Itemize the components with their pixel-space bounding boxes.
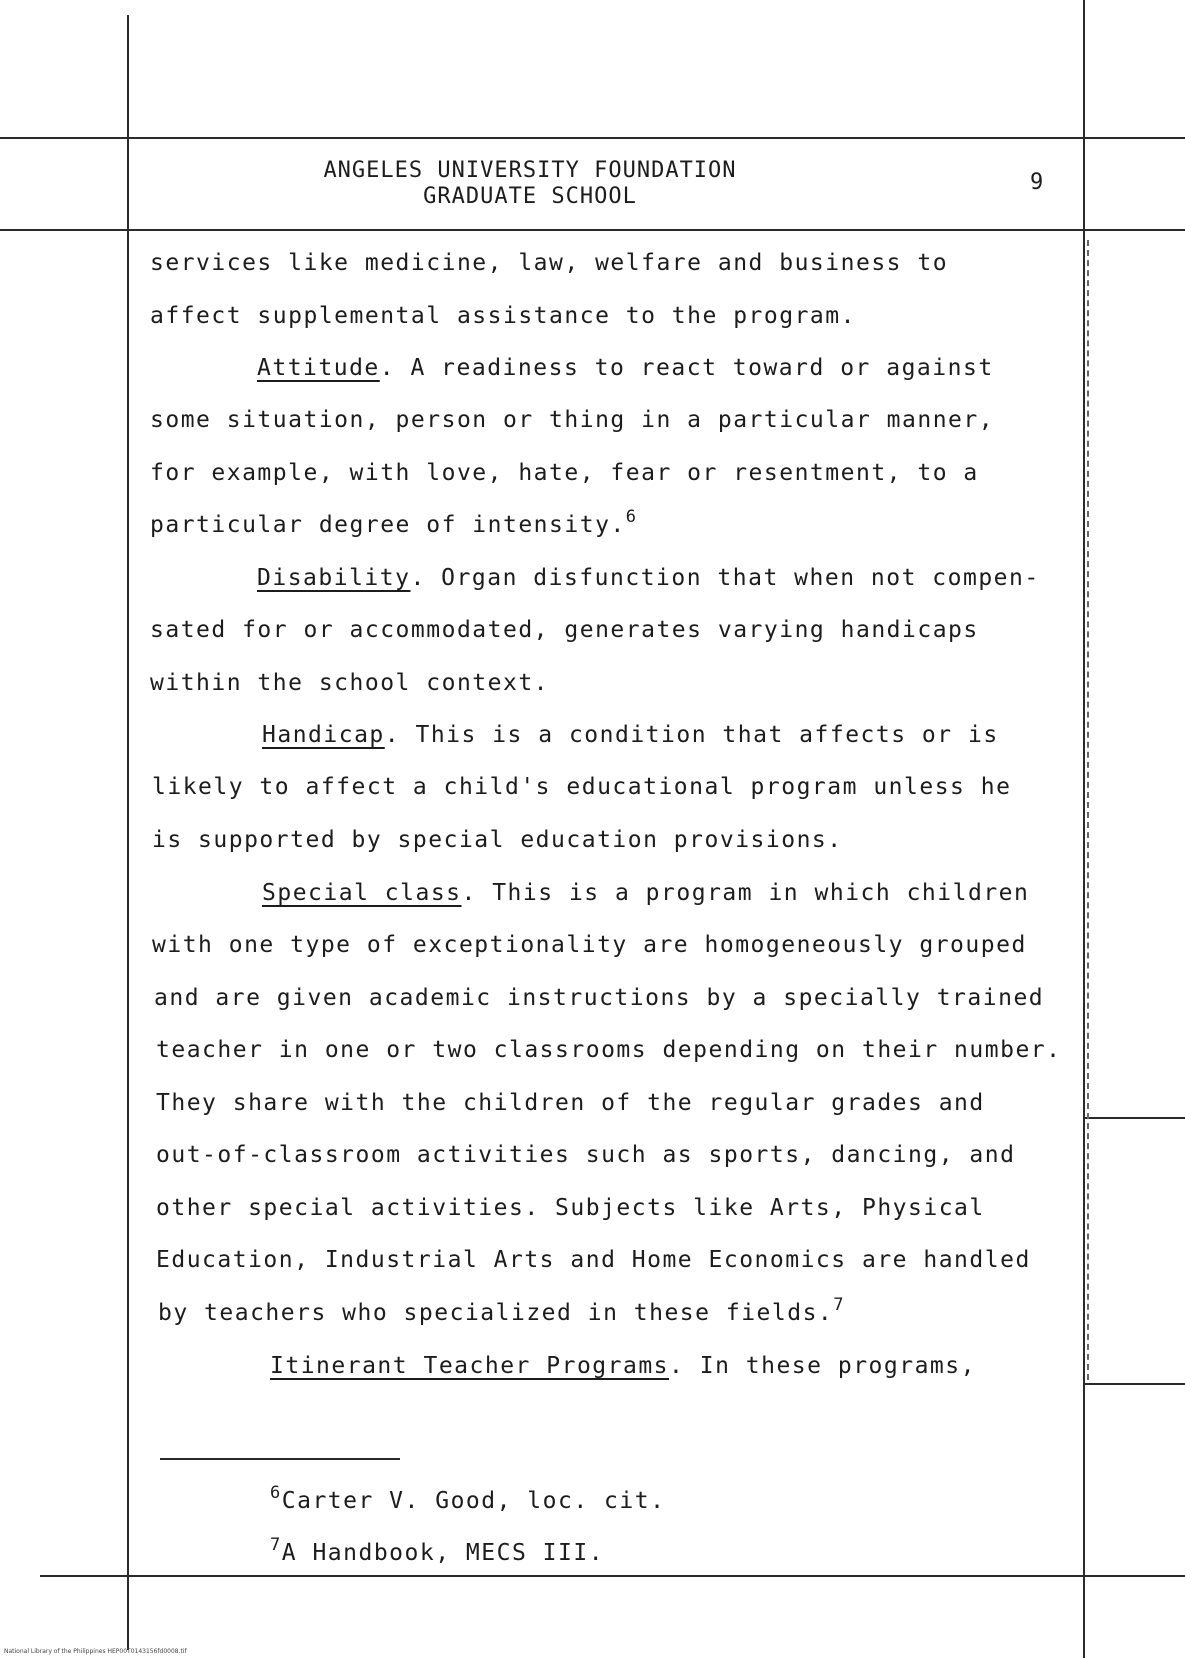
body-line: . In these programs, <box>669 1353 976 1379</box>
footnote-separator <box>160 1458 400 1460</box>
body-line: for example, with love, hate, fear or resentment, to a <box>150 460 979 486</box>
definition-attitude <box>257 355 994 381</box>
institution-name: ANGELES UNIVERSITY FOUNDATION <box>323 158 737 183</box>
bottom-rule <box>40 1575 1185 1577</box>
right-tick-2 <box>1085 1383 1185 1385</box>
body-line-with-footnote <box>150 507 638 538</box>
body-line: with one type of exceptionality are homogeneously grouped <box>152 932 1027 958</box>
body-line: . This is a condition that affects or is <box>384 722 999 748</box>
term-special-class: Special class <box>262 880 462 906</box>
body-line: within the school context. <box>150 670 550 696</box>
body-line: Education, Industrial Arts and Home Economics are handled <box>156 1247 1031 1273</box>
body-line: by teachers who specialized in these fields. <box>158 1300 834 1326</box>
body-line: sated for or accommodated, generates varying handicaps <box>150 617 979 643</box>
body-line: out-of-classroom activities such as sports, dancing, and <box>156 1142 1016 1168</box>
left-margin-rule <box>127 15 129 1650</box>
footnote-marker-7: 7 <box>833 1295 846 1315</box>
body-line: affect supplemental assistance to the program. <box>150 303 856 329</box>
footnote-number: 7 <box>270 1535 282 1555</box>
body-line: services like medicine, law, welfare and business to <box>150 250 949 276</box>
body-line: . A readiness to react toward or against <box>379 355 994 381</box>
body-line: They share with the children of the regular grades and <box>156 1090 985 1116</box>
footnote-text: Carter V. Good, loc. cit. <box>281 1488 666 1514</box>
header-top-rule <box>0 137 1185 139</box>
body-line: teacher in one or two classrooms depending on their number. <box>156 1037 1062 1063</box>
term-handicap: Handicap <box>262 722 385 748</box>
body-line: some situation, person or thing in a particular manner, <box>150 407 995 433</box>
body-line: . Organ disfunction that when not compen- <box>410 565 1040 591</box>
definition-itinerant <box>270 1353 976 1379</box>
definition-special-class <box>262 880 1029 906</box>
school-name: GRADUATE SCHOOL <box>423 184 637 209</box>
footnote-6 <box>270 1483 666 1514</box>
body-line: likely to affect a child's educational program unless he <box>152 774 1012 800</box>
right-text-margin <box>1087 240 1089 1380</box>
page-number: 9 <box>1030 170 1044 195</box>
body-line: particular degree of intensity. <box>150 512 626 538</box>
body-line: . This is a program in which children <box>461 880 1030 906</box>
scan-caption: National Library of the Philippines HEP00T0143156fd0008.tif <box>4 1648 187 1655</box>
right-tick-1 <box>1085 1117 1185 1119</box>
footnote-7 <box>270 1535 605 1566</box>
footnote-marker-6: 6 <box>625 507 638 527</box>
definition-handicap <box>262 722 999 748</box>
term-attitude: Attitude <box>257 355 380 381</box>
right-margin-rule <box>1083 0 1085 1658</box>
header-bottom-rule <box>0 229 1185 231</box>
term-itinerant-teacher-programs: Itinerant Teacher Programs <box>270 1353 670 1379</box>
body-line: and are given academic instructions by a specially trained <box>154 985 1045 1011</box>
body-line-with-footnote <box>158 1295 846 1326</box>
term-disability: Disability <box>257 565 411 591</box>
body-line: other special activities. Subjects like Arts, Physical <box>156 1195 985 1221</box>
body-line: is supported by special education provisions. <box>152 827 843 853</box>
footnote-number: 6 <box>270 1483 282 1503</box>
definition-disability <box>257 565 1040 591</box>
footnote-text: A Handbook, MECS III. <box>281 1540 605 1566</box>
